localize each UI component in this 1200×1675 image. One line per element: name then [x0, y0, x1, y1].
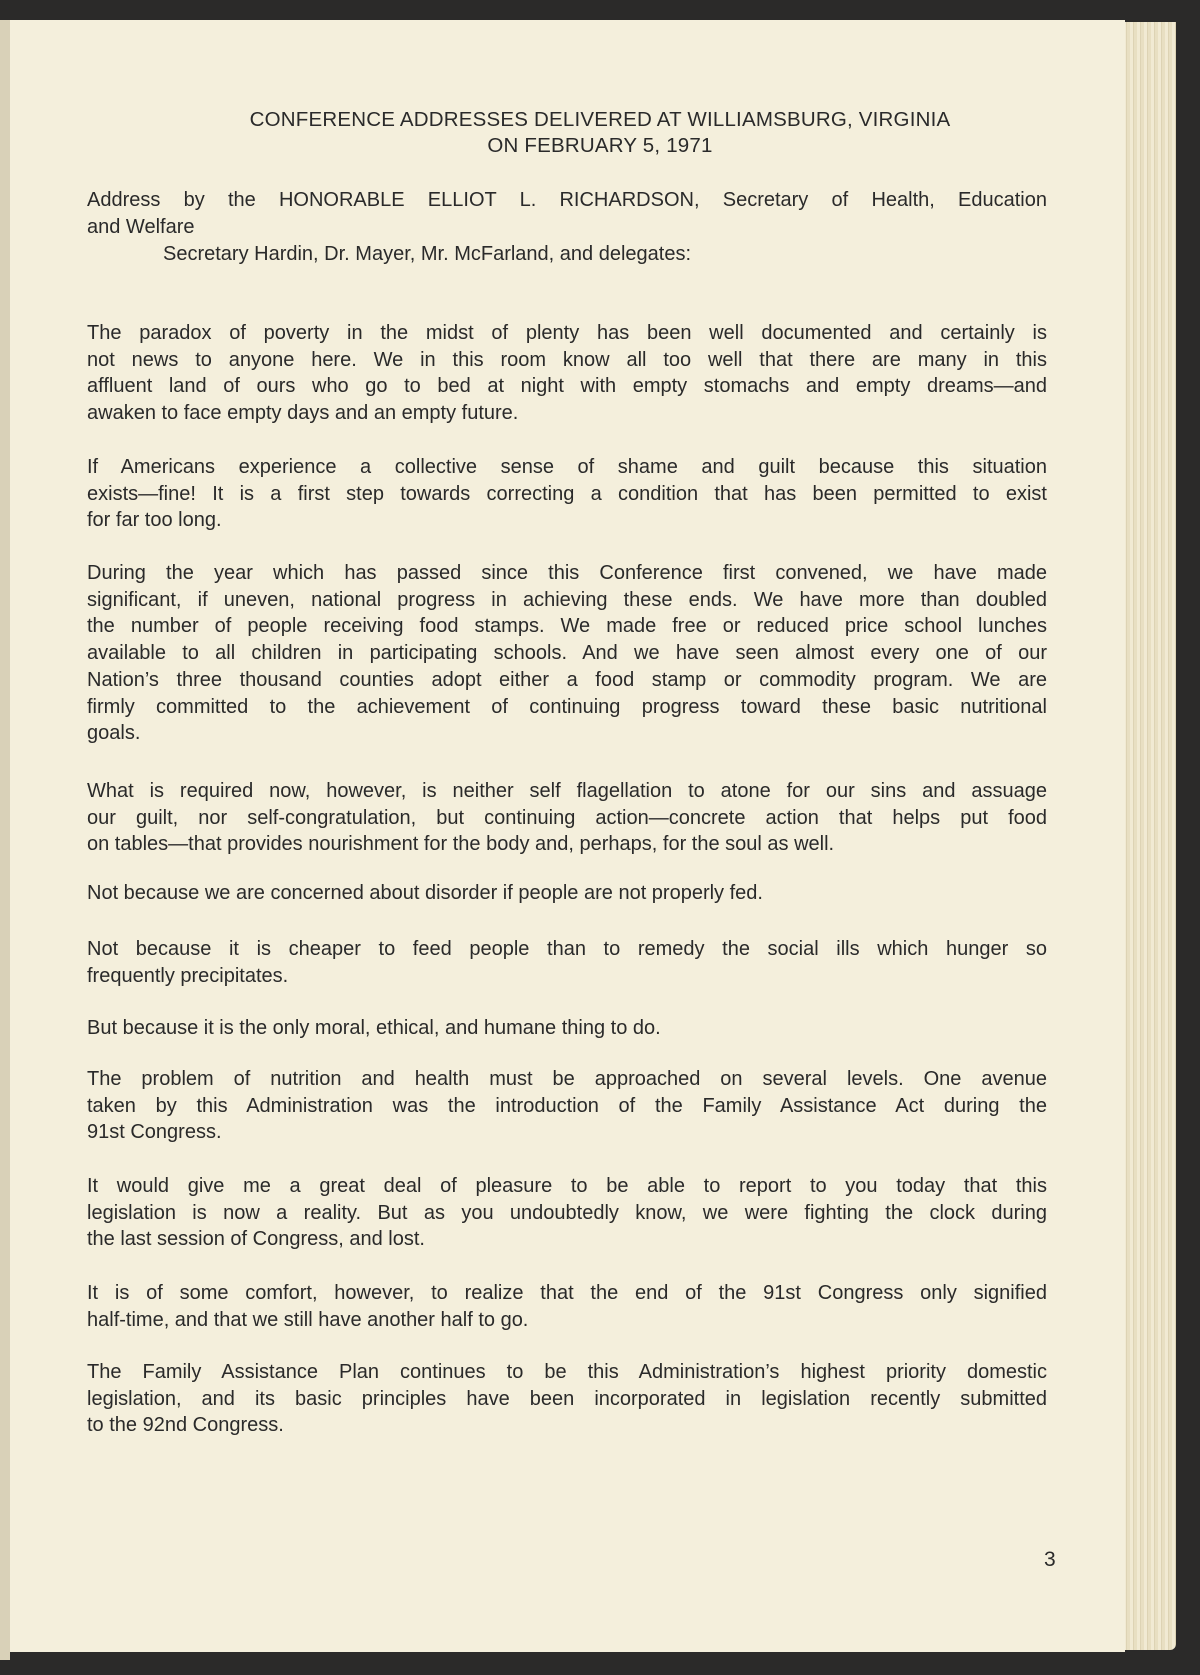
text-line: half-time, and that we still have another half to go.	[87, 1308, 529, 1331]
text-line: Not because we are concerned about disorder if people are not properly fed.	[87, 882, 763, 904]
text-line: firmly committed to the achievement of continuing progress toward these basic nutritional	[87, 695, 1047, 718]
text-line: legislation is now a reality. But as you undoubtedly know, we were fighting the clock during	[87, 1201, 1047, 1224]
address-attribution	[87, 187, 1047, 240]
text-line: If Americans experience a collective sense of shame and guilt because this situation	[87, 456, 1047, 478]
text-line: to the 92nd Congress.	[87, 1414, 284, 1437]
text-line: frequently precipitates.	[87, 964, 289, 987]
heading-line-2: ON FEBRUARY 5, 1971	[487, 134, 713, 157]
facing-page-edge	[0, 20, 10, 1660]
salutation: Secretary Hardin, Dr. Mayer, Mr. McFarland, and delegates:	[163, 243, 691, 265]
paragraph	[87, 1066, 1047, 1146]
text-line: affluent land of ours who go to bed at night with empty stomachs and empty dreams—and	[87, 375, 1047, 398]
paragraph	[87, 560, 1047, 747]
text-line: available to all children in participating schools. And we have seen almost every one of our	[87, 642, 1047, 665]
text-line: But because it is the only moral, ethical, and humane thing to do.	[87, 1017, 661, 1039]
text-line: It would give me a great deal of pleasure to be able to report to you today that this	[87, 1175, 1047, 1197]
text-line: 91st Congress.	[87, 1121, 222, 1144]
text-line: Nation’s three thousand counties adopt either a food stamp or commodity program. We are	[87, 668, 1047, 691]
paragraph	[87, 454, 1047, 534]
text-line: significant, if uneven, national progress in achieving these ends. We have more than doubled	[87, 588, 1047, 611]
text-line: taken by this Administration was the introduction of the Family Assistance Act during the	[87, 1094, 1047, 1117]
paragraph	[87, 1015, 1047, 1042]
heading-line-1: CONFERENCE ADDRESSES DELIVERED AT WILLIAMSBURG, VIRGINIA	[249, 108, 951, 131]
paragraph	[87, 320, 1047, 427]
text-line: and Welfare	[87, 215, 195, 238]
text-line: the number of people receiving food stamps. We made free or reduced price school lunches	[87, 615, 1047, 638]
text-line: What is required now, however, is neither self flagellation to atone for our sins and assuage	[87, 780, 1047, 802]
text-line: the last session of Congress, and lost.	[87, 1228, 425, 1251]
text-line: goals.	[87, 722, 141, 745]
text-line: The Family Assistance Plan continues to be this Administration’s highest priority domestic	[87, 1361, 1047, 1383]
page-stack-edge	[1120, 22, 1176, 1650]
text-line: During the year which has passed since this Conference first convened, we have made	[87, 562, 1047, 584]
text-line: Not because it is cheaper to feed people than to remedy the social ills which hunger so	[87, 938, 1047, 960]
paragraph	[87, 778, 1047, 858]
text-line: It is of some comfort, however, to realize that the end of the 91st Congress only signified	[87, 1282, 1047, 1304]
text-line: legislation, and its basic principles have been incorporated in legislation recently submitted	[87, 1387, 1047, 1410]
text-line: The problem of nutrition and health must be approached on several levels. One avenue	[87, 1068, 1047, 1090]
page-number: 3	[1044, 1548, 1056, 1571]
text-line: on tables—that provides nourishment for the body and, perhaps, for the soul as well.	[87, 833, 835, 856]
paragraph	[87, 1173, 1047, 1253]
text-line: The paradox of poverty in the midst of plenty has been well documented and certainly is	[87, 322, 1047, 344]
text-line: Address by the HONORABLE ELLIOT L. RICHARDSON, Secretary of Health, Education	[87, 189, 1047, 211]
paragraph	[87, 880, 1047, 907]
text-line: our guilt, nor self-congratulation, but continuing action—concrete action that helps put food	[87, 806, 1047, 829]
paragraph	[87, 1280, 1047, 1333]
text-line: not news to anyone here. We in this room know all too well that there are many in this	[87, 348, 1047, 371]
text-line: awaken to face empty days and an empty future.	[87, 402, 519, 425]
paragraph	[87, 1359, 1047, 1439]
paragraph	[87, 936, 1047, 989]
text-line: exists—fine! It is a first step towards correcting a condition that has been permitted to exist	[87, 482, 1047, 505]
text-line: for far too long.	[87, 509, 222, 532]
